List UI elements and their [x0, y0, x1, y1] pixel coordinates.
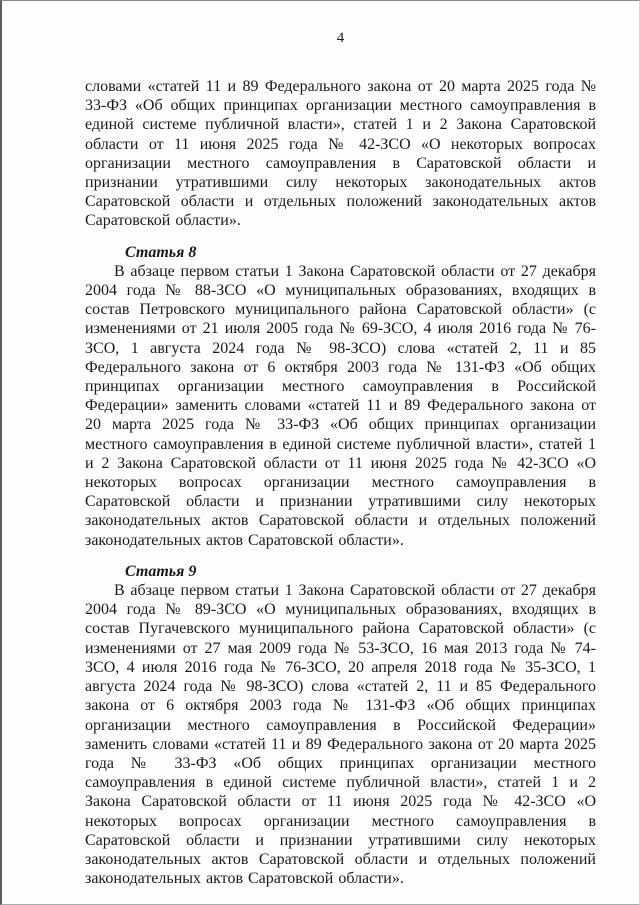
document-body [85, 77, 596, 888]
page-number: 4 [336, 30, 345, 46]
article-9-heading: Статья 9 [125, 562, 197, 580]
article-8-body: В абзаце первом статьи 1 Закона Саратовской области от 27 декабря 2004 года № 88-ЗСО «О муниципальных образованиях, входящих в состав Петровского муниципального района Саратовской области» (с изменениями от 21 июля 2005 года № 69-ЗСО, 4 июля 2016 года № 76-ЗСО, 1 августа 2024 года № 98-ЗСО) слова «статей 2, 11 и 85 Федерального закона от 6 октября 2003 года № 131-ФЗ «Об общих принципах организации местного самоуправления в Российской Федерации» заменить словами «статей 11 и 89 Федерального закона от 20 марта 2025 года № 33-ФЗ «Об общих принципах организации местного самоуправления в единой системе публичной власти», статей 1 и 2 Закона Саратовской области от 11 июня 2025 года № 42-ЗСО «О некоторых вопросах организации местного самоуправления в Саратовской области и признании утратившими силу некоторых законодательных актов Саратовской области и отдельных положений законодательных актов Саратовской области». [85, 262, 596, 549]
article-8-heading: Статья 8 [125, 243, 197, 261]
continuation-paragraph: словами «статей 11 и 89 Федерального закона от 20 марта 2025 года № 33-ФЗ «Об общих принципах организации местного самоуправления в единой системе публичной власти», статей 1 и 2 Закона Саратовской области от 11 июня 2025 года № 42-ЗСО «О некоторых вопросах организации местного самоуправления в Саратовской области и признании утратившими силу некоторых законодательных актов Саратовской области и отдельных положений законодательных актов Саратовской области». [85, 78, 596, 230]
article-9-body: В абзаце первом статьи 1 Закона Саратовской области от 27 декабря 2004 года № 89-ЗСО «О муниципальных образованиях, входящих в состав Пугачевского муниципального района Саратовской области» (с изменениями от 27 мая 2009 года № 53-ЗСО, 16 мая 2013 года № 74-ЗСО, 4 июля 2016 года № 76-ЗСО, 20 апреля 2018 года № 35-ЗСО, 1 августа 2024 года № 98-ЗСО) слова «статей 2, 11 и 85 Федерального закона от 6 октября 2003 года № 131-ФЗ «Об общих принципах организации местного самоуправления в Российской Федерации» заменить словами «статей 11 и 89 Федерального закона от 20 марта 2025 года № 33-ФЗ «Об общих принципах организации местного самоуправления в единой системе публичной власти», статей 1 и 2 Закона Саратовской области от 11 июня 2025 года № 42-ЗСО «О некоторых вопросах организации местного самоуправления в Саратовской области и признании утратившими силу некоторых законодательных актов Саратовской области и отдельных положений законодательных актов Саратовской области». [85, 582, 596, 888]
